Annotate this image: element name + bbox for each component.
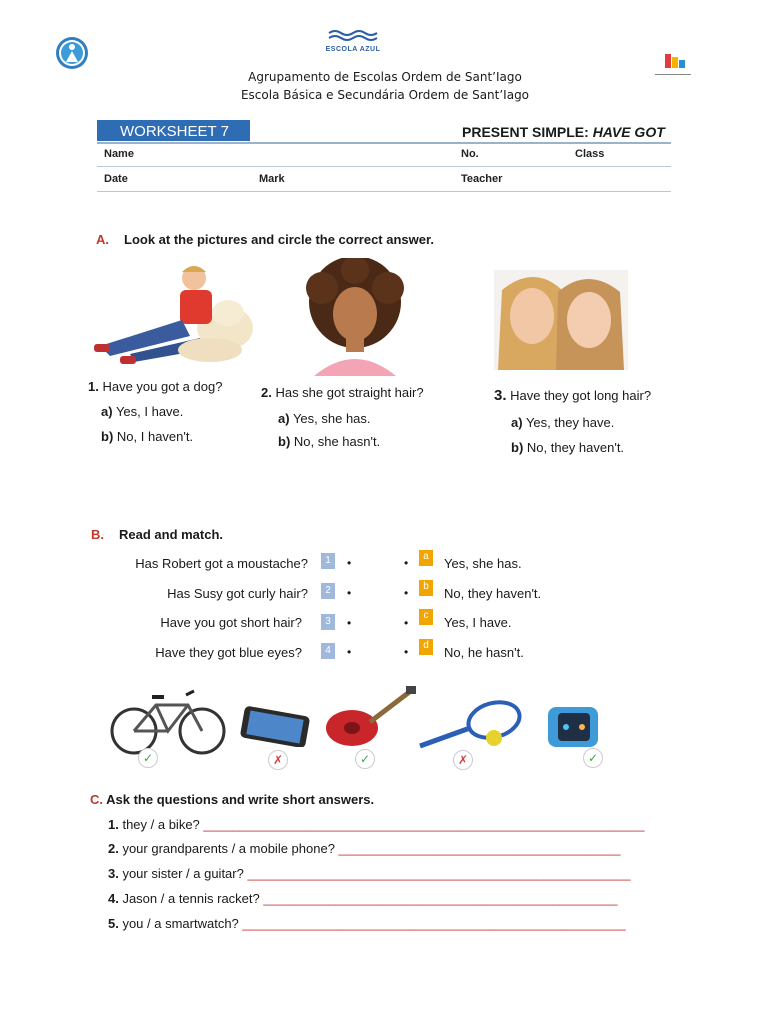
c-item-4-number: 4. <box>108 891 119 906</box>
match-left-dot-3[interactable]: • <box>347 616 352 630</box>
q3-number: 3. <box>494 387 507 404</box>
answer-a3-b[interactable] <box>511 440 624 455</box>
c-item-4[interactable] <box>108 891 618 906</box>
bicycle-icon <box>108 683 228 761</box>
name-label: Name <box>104 148 134 160</box>
answer-a3-a[interactable] <box>511 415 614 430</box>
q2-option-b-text: No, she hasn't. <box>290 434 381 449</box>
section-b-title: Read and match. <box>119 527 224 542</box>
object-bicycle <box>108 683 228 761</box>
match-letter-b: b <box>419 580 433 596</box>
answer-a1-b[interactable] <box>101 429 193 444</box>
q1-number: 1. <box>88 379 99 394</box>
object-mobile-phone <box>238 705 312 747</box>
c-item-4-prompt: Jason / a tennis racket? <box>118 891 264 906</box>
tennis-racket-icon <box>414 700 526 752</box>
match-answer-a: Yes, she has. <box>444 556 522 571</box>
guitar-icon <box>322 686 418 752</box>
picture-boy-dog <box>90 258 255 370</box>
section-a-title: Look at the pictures and circle the correct answer. <box>124 232 434 247</box>
date-rule <box>97 191 671 192</box>
q3-option-b-letter: b) <box>511 440 524 455</box>
section-c-letter: C. <box>90 792 103 807</box>
q3-option-a-letter: a) <box>511 415 523 430</box>
tal-logo-icon <box>663 52 687 72</box>
q1-text: Have you got a dog? <box>98 379 223 394</box>
match-question-4: Have they got blue eyes? <box>155 645 302 660</box>
q1-option-b-letter: b) <box>101 429 114 444</box>
school-line-1: Agrupamento de Escolas Ordem de Sant’Iago <box>248 70 522 84</box>
object-smartwatch <box>544 701 602 753</box>
match-left-dot-1[interactable]: • <box>347 556 352 570</box>
c-item-1[interactable] <box>108 817 644 832</box>
escola-azul-text: ESCOLA AZUL <box>325 46 381 53</box>
curly-hair-girl-icon <box>300 258 410 376</box>
match-question-2: Has Susy got curly hair? <box>167 586 308 601</box>
c-item-3[interactable] <box>108 866 631 881</box>
topic-prefix: PRESENT SIMPLE: <box>462 124 593 140</box>
q1-option-a-letter: a) <box>101 404 113 419</box>
guitar-check-icon: ✓ <box>355 749 375 769</box>
match-question-3: Have you got short hair? <box>160 615 302 630</box>
match-number-4: 4 <box>321 643 335 659</box>
match-left-dot-4[interactable]: • <box>347 645 352 659</box>
school-left-logo <box>54 36 90 70</box>
match-letter-a: a <box>419 550 433 566</box>
c-item-2-number: 2. <box>108 841 119 856</box>
c-item-3-prompt: your sister / a guitar? <box>118 866 248 881</box>
match-number-3: 3 <box>321 614 335 630</box>
answer-a2-b[interactable] <box>278 434 380 449</box>
q3-option-a-text: Yes, they have. <box>522 415 615 430</box>
mobile-phone-cross-icon: ✗ <box>268 750 288 770</box>
q2-option-a-letter: a) <box>278 411 290 426</box>
c-item-2[interactable] <box>108 841 621 856</box>
c-item-3-answer-line[interactable]: _____________________________________________________ <box>247 866 631 881</box>
object-tennis-racket <box>414 700 526 752</box>
match-right-dot-2[interactable]: • <box>404 586 409 600</box>
tennis-racket-cross-icon: ✗ <box>453 750 473 770</box>
match-right-dot-1[interactable]: • <box>404 556 409 570</box>
boy-with-dog-icon <box>90 258 255 370</box>
match-right-dot-4[interactable]: • <box>404 645 409 659</box>
name-rule <box>97 166 671 167</box>
q2-option-a-text: Yes, she has. <box>289 411 371 426</box>
section-c-title-text: Ask the questions and write short answers. <box>103 792 375 807</box>
match-number-1: 1 <box>321 553 335 569</box>
date-label: Date <box>104 173 128 185</box>
smartwatch-icon <box>544 701 602 753</box>
school-line-2: Escola Básica e Secundária Ordem de Sant’Iago <box>240 88 530 102</box>
q1-option-a-text: Yes, I have. <box>112 404 184 419</box>
c-item-2-answer-line[interactable]: _______________________________________ <box>338 841 621 856</box>
c-item-3-number: 3. <box>108 866 119 881</box>
c-item-4-answer-line[interactable]: _________________________________________________ <box>263 891 618 906</box>
question-a1 <box>88 379 222 394</box>
worksheet-title: WORKSHEET 7 <box>120 123 229 140</box>
topic-emphasis: HAVE GOT <box>592 124 665 140</box>
c-item-1-number: 1. <box>108 817 119 832</box>
object-guitar <box>322 686 418 752</box>
q2-text: Has she got straight hair? <box>271 385 424 400</box>
match-number-2: 2 <box>321 583 335 599</box>
c-item-2-prompt: your grandparents / a mobile phone? <box>118 841 339 856</box>
answer-a1-a[interactable] <box>101 404 183 419</box>
school-emblem-icon <box>54 36 90 70</box>
c-item-1-answer-line[interactable]: _____________________________________________________________ <box>203 817 645 832</box>
match-question-1: Has Robert got a moustache? <box>135 556 308 571</box>
class-label: Class <box>575 148 605 160</box>
c-item-1-prompt: they / a bike? <box>118 817 204 832</box>
q1-option-b-text: No, I haven't. <box>113 429 194 444</box>
two-girls-icon <box>494 270 628 370</box>
smartwatch-check-icon: ✓ <box>583 748 603 768</box>
section-b-letter: B. <box>91 527 104 542</box>
question-a3 <box>494 387 651 404</box>
q2-number: 2. <box>261 385 272 400</box>
c-item-5-answer-line[interactable]: _____________________________________________________ <box>242 916 626 931</box>
topic-title <box>462 124 665 140</box>
match-letter-c: c <box>419 609 433 625</box>
q3-text: Have they got long hair? <box>506 388 652 403</box>
q3-option-b-text: No, they haven't. <box>523 440 625 455</box>
mobile-phone-icon <box>238 705 312 747</box>
match-letter-d: d <box>419 639 433 655</box>
match-answer-d: No, he hasn't. <box>444 645 524 660</box>
header-rule <box>97 142 671 144</box>
mark-label: Mark <box>259 173 285 185</box>
c-item-5-prompt: you / a smartwatch? <box>118 916 243 931</box>
match-answer-b: No, they haven't. <box>444 586 542 601</box>
escola-azul-logo <box>323 28 383 58</box>
section-c-title <box>90 792 374 807</box>
c-item-5-number: 5. <box>108 916 119 931</box>
match-answer-c: Yes, I have. <box>444 615 512 630</box>
picture-two-girls <box>494 270 628 370</box>
c-item-5[interactable] <box>108 916 626 931</box>
answer-a2-a[interactable] <box>278 411 371 426</box>
no-label: No. <box>461 148 479 160</box>
waves-icon <box>327 29 379 41</box>
question-a2 <box>261 385 424 400</box>
teacher-label: Teacher <box>461 173 503 185</box>
bicycle-check-icon: ✓ <box>138 748 158 768</box>
match-left-dot-2[interactable]: • <box>347 586 352 600</box>
section-a-letter: A. <box>96 232 109 247</box>
match-right-dot-3[interactable]: • <box>404 616 409 630</box>
q2-option-b-letter: b) <box>278 434 291 449</box>
picture-curly-girl <box>300 258 410 376</box>
